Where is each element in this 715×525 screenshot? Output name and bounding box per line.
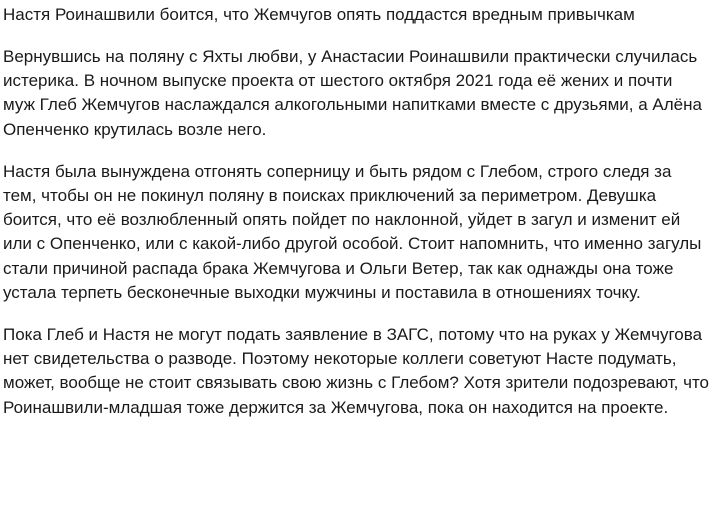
article-paragraph-2: Настя была вынуждена отгонять соперницу и быть рядом с Глебом, строго следя за тем, чтобы он не покинул поляну в поисках приключений за периметром. Девушка боится, что её возлюбленный опять пойдет по наклонной, уйдет в загул и изменит ей или с Опенченко, или с какой-либо другой особой. Стоит напомнить, что именно загулы стали причиной распада брака Жемчугова и Ольги Ветер, так как однажды она тоже устала терпеть бесконечные выходки мужчины и поставила в отношениях точку.: [3, 161, 702, 302]
article-paragraph-3: Пока Глеб и Настя не могут подать заявление в ЗАГС, потому что на руках у Жемчугова нет свидетельства о разводе. Поэтому некоторые коллеги советуют Насте подумать, может, вообще не стоит связывать свою жизнь с Глебом? Хотя зрители подозревают, что Роинашвили-младшая тоже держится за Жемчугова, пока он находится на проекте.: [3, 325, 710, 417]
article-paragraph-1: Вернувшись на поляну с Яхты любви, у Анастасии Роинашвили практически случилась истерика. В ночном выпуске проекта от шестого октября 2021 года её жених и почти муж Глеб Жемчугов наслаждался алкогольными напитками вместе с друзьями, а Алёна Опенченко крутилась возле него.: [3, 47, 702, 139]
article-title: Настя Роинашвили боится, что Жемчугов опять поддастся вредным привычкам: [3, 5, 635, 24]
